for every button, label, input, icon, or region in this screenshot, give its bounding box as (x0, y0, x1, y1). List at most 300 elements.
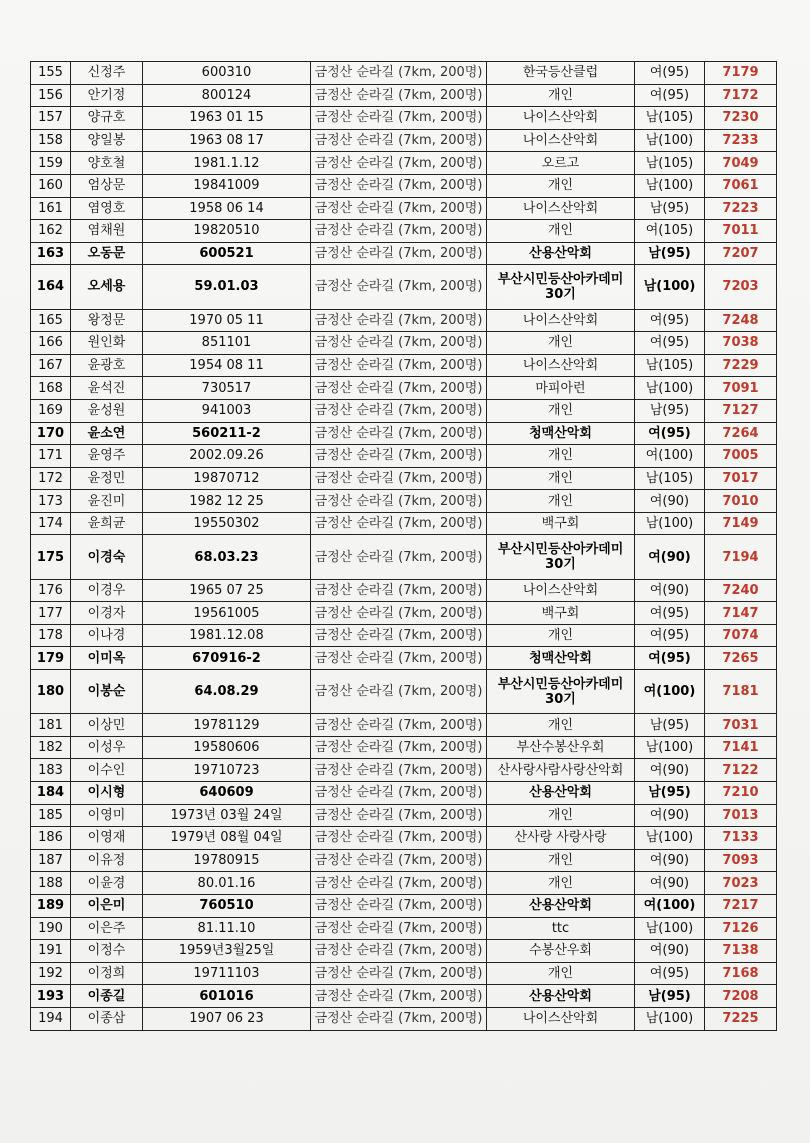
table-row (31, 917, 777, 940)
participant-name: 신정주 (71, 62, 143, 85)
bib-code: 7005 (705, 445, 777, 468)
birth-date: 19580606 (143, 736, 311, 759)
gender-size: 남(100) (635, 265, 705, 309)
gender-size: 남(95) (635, 985, 705, 1008)
participant-name: 이윤경 (71, 872, 143, 895)
bib-code: 7023 (705, 872, 777, 895)
club-name: 나이스산악회 (487, 354, 635, 377)
participant-name: 왕정문 (71, 309, 143, 332)
row-number: 157 (31, 107, 71, 130)
row-number: 175 (31, 535, 71, 579)
club-name: 개인 (487, 849, 635, 872)
birth-date: 1965 07 25 (143, 579, 311, 602)
table-row (31, 602, 777, 625)
row-number: 192 (31, 962, 71, 985)
gender-size: 남(100) (635, 917, 705, 940)
row-number: 170 (31, 422, 71, 445)
bib-code: 7207 (705, 242, 777, 265)
row-number: 185 (31, 804, 71, 827)
row-number: 193 (31, 985, 71, 1008)
birth-date: 1981.1.12 (143, 152, 311, 175)
table-body (31, 62, 777, 1031)
club-name: 마피아런 (487, 377, 635, 400)
course-name: 금정산 순라길 (7km, 200명) (311, 152, 487, 175)
club-name: 부산시민등산아카데미 30기 (487, 535, 635, 579)
table-row (31, 512, 777, 535)
row-number: 186 (31, 827, 71, 850)
gender-size: 여(95) (635, 624, 705, 647)
row-number: 165 (31, 309, 71, 332)
course-name: 금정산 순라길 (7km, 200명) (311, 804, 487, 827)
birth-date: 1981.12.08 (143, 624, 311, 647)
bib-code: 7208 (705, 985, 777, 1008)
bib-code: 7031 (705, 714, 777, 737)
row-number: 190 (31, 917, 71, 940)
course-name: 금정산 순라길 (7km, 200명) (311, 422, 487, 445)
table-row (31, 107, 777, 130)
row-number: 182 (31, 736, 71, 759)
course-name: 금정산 순라길 (7km, 200명) (311, 220, 487, 243)
course-name: 금정산 순라길 (7km, 200명) (311, 759, 487, 782)
participant-name: 윤정민 (71, 467, 143, 490)
gender-size: 여(90) (635, 804, 705, 827)
gender-size: 남(95) (635, 714, 705, 737)
course-name: 금정산 순라길 (7km, 200명) (311, 84, 487, 107)
birth-date: 1973년 03월 24일 (143, 804, 311, 827)
bib-code: 7011 (705, 220, 777, 243)
row-number: 183 (31, 759, 71, 782)
table-row (31, 1007, 777, 1030)
club-name: 한국등산클럽 (487, 62, 635, 85)
gender-size: 여(105) (635, 220, 705, 243)
gender-size: 여(95) (635, 602, 705, 625)
birth-date: 601016 (143, 985, 311, 1008)
club-name: 수봉산우회 (487, 940, 635, 963)
birth-date: 2002.09.26 (143, 445, 311, 468)
birth-date: 670916-2 (143, 647, 311, 670)
participant-name: 이종길 (71, 985, 143, 1008)
table-row (31, 782, 777, 805)
bib-code: 7172 (705, 84, 777, 107)
row-number: 181 (31, 714, 71, 737)
birth-date: 19711103 (143, 962, 311, 985)
row-number: 167 (31, 354, 71, 377)
birth-date: 19550302 (143, 512, 311, 535)
gender-size: 남(95) (635, 197, 705, 220)
table-row (31, 940, 777, 963)
table-row (31, 535, 777, 579)
birth-date: 730517 (143, 377, 311, 400)
gender-size: 여(95) (635, 422, 705, 445)
club-name: 부산시민등산아카데미 30기 (487, 265, 635, 309)
course-name: 금정산 순라길 (7km, 200명) (311, 1007, 487, 1030)
course-name: 금정산 순라길 (7km, 200명) (311, 894, 487, 917)
bib-code: 7141 (705, 736, 777, 759)
bib-code: 7126 (705, 917, 777, 940)
club-name: 개인 (487, 220, 635, 243)
gender-size: 남(95) (635, 399, 705, 422)
course-name: 금정산 순라길 (7km, 200명) (311, 197, 487, 220)
participant-name: 이시형 (71, 782, 143, 805)
bib-code: 7210 (705, 782, 777, 805)
bib-code: 7013 (705, 804, 777, 827)
birth-date: 64.08.29 (143, 670, 311, 714)
bib-code: 7264 (705, 422, 777, 445)
club-name: 나이스산악회 (487, 309, 635, 332)
course-name: 금정산 순라길 (7km, 200명) (311, 827, 487, 850)
gender-size: 여(90) (635, 872, 705, 895)
course-name: 금정산 순라길 (7km, 200명) (311, 670, 487, 714)
gender-size: 남(105) (635, 354, 705, 377)
row-number: 178 (31, 624, 71, 647)
table-row (31, 265, 777, 309)
club-name: 개인 (487, 490, 635, 513)
row-number: 173 (31, 490, 71, 513)
club-name: 오르고 (487, 152, 635, 175)
club-name: 개인 (487, 399, 635, 422)
row-number: 176 (31, 579, 71, 602)
birth-date: 19780915 (143, 849, 311, 872)
row-number: 171 (31, 445, 71, 468)
table-row (31, 804, 777, 827)
gender-size: 남(105) (635, 152, 705, 175)
row-number: 174 (31, 512, 71, 535)
participant-name: 이정희 (71, 962, 143, 985)
course-name: 금정산 순라길 (7km, 200명) (311, 736, 487, 759)
table-row (31, 985, 777, 1008)
table-row (31, 962, 777, 985)
birth-date: 560211-2 (143, 422, 311, 445)
gender-size: 여(95) (635, 332, 705, 355)
bib-code: 7265 (705, 647, 777, 670)
table-row (31, 174, 777, 197)
participant-name: 양규호 (71, 107, 143, 130)
birth-date: 81.11.10 (143, 917, 311, 940)
table-row (31, 220, 777, 243)
course-name: 금정산 순라길 (7km, 200명) (311, 445, 487, 468)
table-row (31, 467, 777, 490)
gender-size: 남(100) (635, 827, 705, 850)
table-row (31, 759, 777, 782)
table-row (31, 377, 777, 400)
course-name: 금정산 순라길 (7km, 200명) (311, 174, 487, 197)
table-row (31, 242, 777, 265)
bib-code: 7203 (705, 265, 777, 309)
gender-size: 여(100) (635, 445, 705, 468)
table-row (31, 894, 777, 917)
participant-name: 이영미 (71, 804, 143, 827)
table-row (31, 670, 777, 714)
row-number: 172 (31, 467, 71, 490)
bib-code: 7179 (705, 62, 777, 85)
gender-size: 남(100) (635, 1007, 705, 1030)
row-number: 155 (31, 62, 71, 85)
bib-code: 7240 (705, 579, 777, 602)
bib-code: 7248 (705, 309, 777, 332)
course-name: 금정산 순라길 (7km, 200명) (311, 917, 487, 940)
gender-size: 여(90) (635, 759, 705, 782)
bib-code: 7074 (705, 624, 777, 647)
gender-size: 여(90) (635, 579, 705, 602)
birth-date: 19820510 (143, 220, 311, 243)
gender-size: 여(95) (635, 62, 705, 85)
course-name: 금정산 순라길 (7km, 200명) (311, 940, 487, 963)
club-name: 개인 (487, 624, 635, 647)
participant-name: 이경자 (71, 602, 143, 625)
birth-date: 59.01.03 (143, 265, 311, 309)
participant-name: 이경숙 (71, 535, 143, 579)
course-name: 금정산 순라길 (7km, 200명) (311, 872, 487, 895)
bib-code: 7147 (705, 602, 777, 625)
birth-date: 760510 (143, 894, 311, 917)
bib-code: 7091 (705, 377, 777, 400)
row-number: 162 (31, 220, 71, 243)
table-row (31, 399, 777, 422)
birth-date: 19561005 (143, 602, 311, 625)
gender-size: 여(90) (635, 849, 705, 872)
participant-name: 이미옥 (71, 647, 143, 670)
course-name: 금정산 순라길 (7km, 200명) (311, 377, 487, 400)
participant-name: 이은주 (71, 917, 143, 940)
participant-name: 염채원 (71, 220, 143, 243)
row-number: 163 (31, 242, 71, 265)
birth-date: 19781129 (143, 714, 311, 737)
club-name: 부산시민등산아카데미 30기 (487, 670, 635, 714)
participant-name: 이경우 (71, 579, 143, 602)
gender-size: 여(95) (635, 962, 705, 985)
table-row (31, 647, 777, 670)
bib-code: 7093 (705, 849, 777, 872)
row-number: 194 (31, 1007, 71, 1030)
participant-name: 이봉순 (71, 670, 143, 714)
club-name: 개인 (487, 332, 635, 355)
bib-code: 7223 (705, 197, 777, 220)
gender-size: 여(90) (635, 490, 705, 513)
gender-size: 여(90) (635, 535, 705, 579)
table-row (31, 129, 777, 152)
participant-name: 이종삼 (71, 1007, 143, 1030)
participant-name: 이정수 (71, 940, 143, 963)
bib-code: 7181 (705, 670, 777, 714)
row-number: 188 (31, 872, 71, 895)
bib-code: 7225 (705, 1007, 777, 1030)
participant-name: 원인화 (71, 332, 143, 355)
birth-date: 1963 01 15 (143, 107, 311, 130)
birth-date: 1958 06 14 (143, 197, 311, 220)
row-number: 191 (31, 940, 71, 963)
course-name: 금정산 순라길 (7km, 200명) (311, 602, 487, 625)
club-name: 청맥산악회 (487, 422, 635, 445)
bib-code: 7127 (705, 399, 777, 422)
course-name: 금정산 순라길 (7km, 200명) (311, 647, 487, 670)
bib-code: 7230 (705, 107, 777, 130)
gender-size: 남(100) (635, 736, 705, 759)
club-name: 청맥산악회 (487, 647, 635, 670)
row-number: 159 (31, 152, 71, 175)
table-row (31, 354, 777, 377)
club-name: 개인 (487, 174, 635, 197)
participant-name: 윤영주 (71, 445, 143, 468)
gender-size: 여(100) (635, 670, 705, 714)
participant-name: 이상민 (71, 714, 143, 737)
course-name: 금정산 순라길 (7km, 200명) (311, 332, 487, 355)
table-row (31, 84, 777, 107)
gender-size: 여(100) (635, 894, 705, 917)
row-number: 168 (31, 377, 71, 400)
birth-date: 600310 (143, 62, 311, 85)
table-row (31, 624, 777, 647)
table-row (31, 197, 777, 220)
club-name: 산사랑 사랑사랑 (487, 827, 635, 850)
course-name: 금정산 순라길 (7km, 200명) (311, 309, 487, 332)
birth-date: 19870712 (143, 467, 311, 490)
participant-name: 윤진미 (71, 490, 143, 513)
row-number: 158 (31, 129, 71, 152)
row-number: 184 (31, 782, 71, 805)
gender-size: 남(100) (635, 129, 705, 152)
bib-code: 7017 (705, 467, 777, 490)
bib-code: 7133 (705, 827, 777, 850)
table-row (31, 309, 777, 332)
table-row (31, 152, 777, 175)
bib-code: 7149 (705, 512, 777, 535)
gender-size: 남(105) (635, 107, 705, 130)
participant-name: 이성우 (71, 736, 143, 759)
participant-name: 윤소연 (71, 422, 143, 445)
participant-name: 양일봉 (71, 129, 143, 152)
club-name: 개인 (487, 445, 635, 468)
course-name: 금정산 순라길 (7km, 200명) (311, 512, 487, 535)
participant-name: 이나경 (71, 624, 143, 647)
participant-name: 이은미 (71, 894, 143, 917)
participant-name: 이수인 (71, 759, 143, 782)
course-name: 금정산 순라길 (7km, 200명) (311, 107, 487, 130)
row-number: 179 (31, 647, 71, 670)
table-row (31, 579, 777, 602)
bib-code: 7194 (705, 535, 777, 579)
gender-size: 여(95) (635, 84, 705, 107)
club-name: 나이스산악회 (487, 579, 635, 602)
bib-code: 7061 (705, 174, 777, 197)
course-name: 금정산 순라길 (7km, 200명) (311, 985, 487, 1008)
gender-size: 남(100) (635, 512, 705, 535)
birth-date: 851101 (143, 332, 311, 355)
participant-name: 윤광호 (71, 354, 143, 377)
gender-size: 여(95) (635, 647, 705, 670)
course-name: 금정산 순라길 (7km, 200명) (311, 399, 487, 422)
row-number: 187 (31, 849, 71, 872)
row-number: 160 (31, 174, 71, 197)
club-name: 나이스산악회 (487, 1007, 635, 1030)
table-row (31, 714, 777, 737)
course-name: 금정산 순라길 (7km, 200명) (311, 849, 487, 872)
birth-date: 941003 (143, 399, 311, 422)
row-number: 169 (31, 399, 71, 422)
course-name: 금정산 순라길 (7km, 200명) (311, 354, 487, 377)
row-number: 180 (31, 670, 71, 714)
gender-size: 남(100) (635, 174, 705, 197)
row-number: 161 (31, 197, 71, 220)
club-name: 나이스산악회 (487, 129, 635, 152)
participant-name: 안기정 (71, 84, 143, 107)
birth-date: 1963 08 17 (143, 129, 311, 152)
gender-size: 여(90) (635, 940, 705, 963)
row-number: 177 (31, 602, 71, 625)
table-row (31, 422, 777, 445)
club-name: 나이스산악회 (487, 197, 635, 220)
course-name: 금정산 순라길 (7km, 200명) (311, 714, 487, 737)
row-number: 166 (31, 332, 71, 355)
bib-code: 7138 (705, 940, 777, 963)
bib-code: 7010 (705, 490, 777, 513)
participant-name: 양호철 (71, 152, 143, 175)
course-name: 금정산 순라길 (7km, 200명) (311, 579, 487, 602)
birth-date: 1970 05 11 (143, 309, 311, 332)
birth-date: 68.03.23 (143, 535, 311, 579)
birth-date: 19841009 (143, 174, 311, 197)
birth-date: 80.01.16 (143, 872, 311, 895)
club-name: 개인 (487, 804, 635, 827)
row-number: 156 (31, 84, 71, 107)
bib-code: 7217 (705, 894, 777, 917)
table-row (31, 736, 777, 759)
club-name: 개인 (487, 962, 635, 985)
table-row (31, 62, 777, 85)
club-name: 개인 (487, 872, 635, 895)
club-name: 개인 (487, 714, 635, 737)
table-row (31, 490, 777, 513)
course-name: 금정산 순라길 (7km, 200명) (311, 265, 487, 309)
birth-date: 1907 06 23 (143, 1007, 311, 1030)
table-row (31, 827, 777, 850)
bib-code: 7049 (705, 152, 777, 175)
club-name: 개인 (487, 467, 635, 490)
club-name: 개인 (487, 84, 635, 107)
birth-date: 640609 (143, 782, 311, 805)
row-number: 189 (31, 894, 71, 917)
participant-name: 윤희균 (71, 512, 143, 535)
birth-date: 1982 12 25 (143, 490, 311, 513)
bib-code: 7038 (705, 332, 777, 355)
club-name: 산용산악회 (487, 242, 635, 265)
gender-size: 남(100) (635, 377, 705, 400)
course-name: 금정산 순라길 (7km, 200명) (311, 962, 487, 985)
bib-code: 7229 (705, 354, 777, 377)
participant-name: 윤석진 (71, 377, 143, 400)
participant-table (30, 61, 777, 1031)
birth-date: 600521 (143, 242, 311, 265)
club-name: 백구회 (487, 512, 635, 535)
table-row (31, 872, 777, 895)
bib-code: 7168 (705, 962, 777, 985)
course-name: 금정산 순라길 (7km, 200명) (311, 62, 487, 85)
club-name: 산용산악회 (487, 782, 635, 805)
course-name: 금정산 순라길 (7km, 200명) (311, 490, 487, 513)
row-number: 164 (31, 265, 71, 309)
birth-date: 800124 (143, 84, 311, 107)
club-name: 산사랑사람사랑산악회 (487, 759, 635, 782)
table-row (31, 332, 777, 355)
bib-code: 7122 (705, 759, 777, 782)
birth-date: 1959년3월25일 (143, 940, 311, 963)
club-name: 산용산악회 (487, 985, 635, 1008)
participant-name: 오동문 (71, 242, 143, 265)
participant-name: 염영호 (71, 197, 143, 220)
club-name: 백구회 (487, 602, 635, 625)
course-name: 금정산 순라길 (7km, 200명) (311, 535, 487, 579)
course-name: 금정산 순라길 (7km, 200명) (311, 624, 487, 647)
participant-name: 윤성원 (71, 399, 143, 422)
